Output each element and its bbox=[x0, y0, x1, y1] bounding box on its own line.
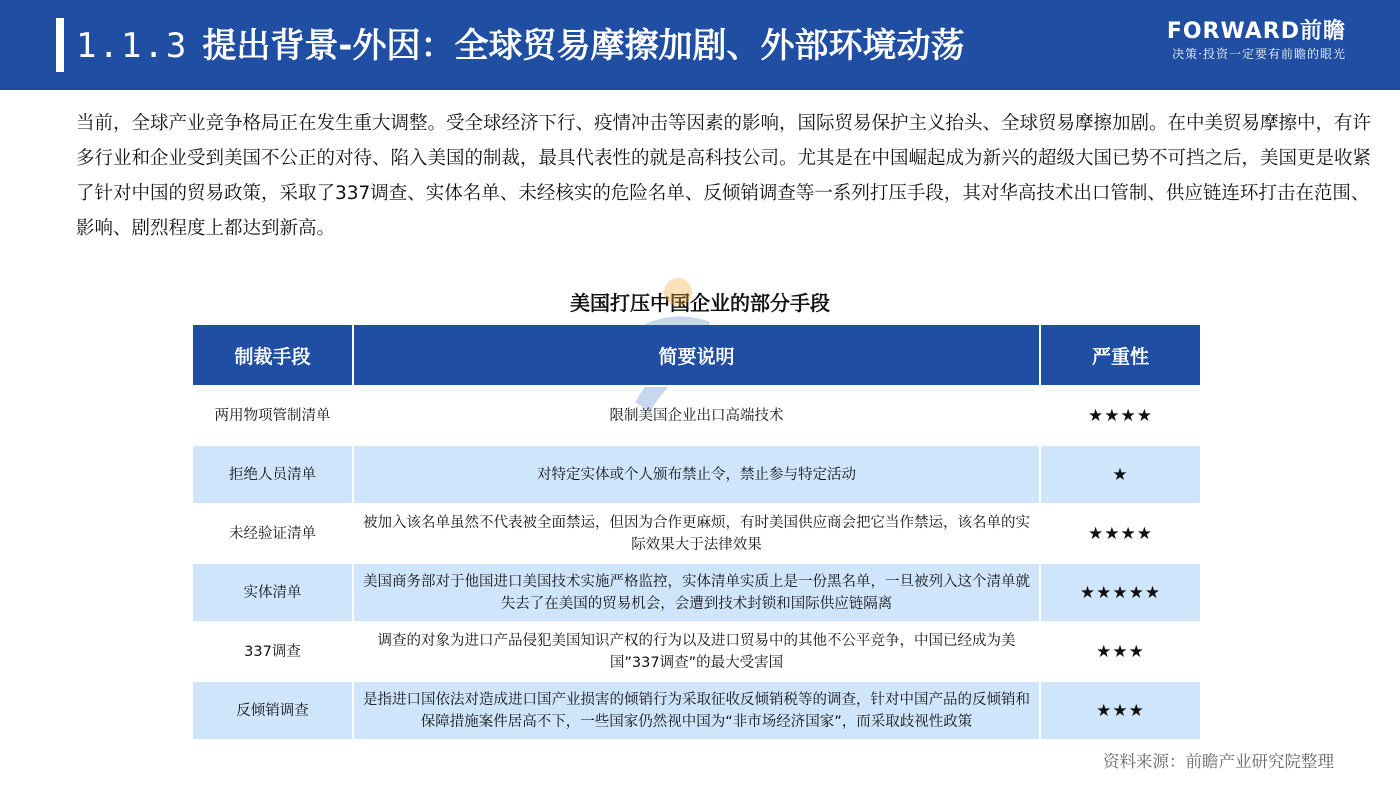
logo-text: FORWARD前瞻 bbox=[1166, 19, 1346, 44]
measure-cell: 实体清单 bbox=[193, 563, 353, 622]
measure-cell: 未经验证清单 bbox=[193, 504, 353, 563]
measure-cell: 反倾销调查 bbox=[193, 681, 353, 739]
table-row bbox=[193, 386, 1200, 445]
severity-cell: ★★★ bbox=[1040, 681, 1200, 739]
severity-cell: ★★★★★ bbox=[1040, 563, 1200, 622]
source-note: 资料来源：前瞻产业研究院整理 bbox=[1103, 752, 1334, 771]
description-cell: 调查的对象为进口产品侵犯美国知识产权的行为以及进口贸易中的其他不公平竞争，中国已经成为美国”337调查”的最大受害国 bbox=[353, 622, 1040, 681]
sanctions-table bbox=[193, 325, 1200, 739]
table-title: 美国打压中国企业的部分手段 bbox=[570, 291, 830, 315]
section-number: 1.1.3 bbox=[76, 26, 189, 66]
table-row bbox=[193, 563, 1200, 622]
intro-paragraph: 当前，全球产业竞争格局正在发生重大调整。受全球经济下行、疫情冲击等因素的影响，国际贸易保护主义抬头、全球贸易摩擦加剧。在中美贸易摩擦中，有许多行业和企业受到美国不公正的对待、陷入美国的制裁，最具代表性的就是高科技公司。尤其是在中国崛起成为新兴的超级大国已势不可挡之后，美国更是收紧了针对中国的贸易政策，采取了337调查、实体名单、未经核实的危险名单、反倾销调查等一系列打压手段，其对华高技术出口管制、供应链连环打击在范围、影响、剧烈程度上都达到新高。 bbox=[76, 113, 1372, 239]
header-severity: 严重性 bbox=[1040, 325, 1200, 386]
severity-cell: ★ bbox=[1040, 445, 1200, 504]
table-row bbox=[193, 445, 1200, 504]
header-description: 简要说明 bbox=[353, 325, 1040, 386]
severity-cell: ★★★★ bbox=[1040, 386, 1200, 445]
title-text: 提出背景-外因：全球贸易摩擦加剧、外部环境动荡 bbox=[202, 26, 965, 66]
brand-logo bbox=[1146, 18, 1346, 62]
table-header-row bbox=[193, 325, 1200, 386]
description-cell: 美国商务部对于他国进口美国技术实施严格监控，实体清单实质上是一份黑名单，一旦被列入这个清单就失去了在美国的贸易机会，会遭到技术封锁和国际供应链隔离 bbox=[353, 563, 1040, 622]
description-cell: 对特定实体或个人颁布禁止令，禁止参与特定活动 bbox=[353, 445, 1040, 504]
header-measure: 制裁手段 bbox=[193, 325, 353, 386]
header-bar bbox=[0, 0, 1400, 90]
severity-cell: ★★★★ bbox=[1040, 504, 1200, 563]
table-row bbox=[193, 622, 1200, 681]
measure-cell: 两用物项管制清单 bbox=[193, 386, 353, 445]
severity-cell: ★★★ bbox=[1040, 622, 1200, 681]
description-cell: 是指进口国依法对造成进口国产业损害的倾销行为采取征收反倾销税等的调查，针对中国产品的反倾销和保障措施案件居高不下，一些国家仍然视中国为“非市场经济国家”，而采取歧视性政策 bbox=[353, 681, 1040, 739]
description-cell: 限制美国企业出口高端技术 bbox=[353, 386, 1040, 445]
page-title bbox=[76, 22, 964, 70]
measure-cell: 337调查 bbox=[193, 622, 353, 681]
logo-tagline: 决策·投资一定要有前瞻的眼光 bbox=[1172, 47, 1346, 61]
header-accent-bar bbox=[56, 18, 64, 72]
table-row bbox=[193, 504, 1200, 563]
measure-cell: 拒绝人员清单 bbox=[193, 445, 353, 504]
description-cell: 被加入该名单虽然不代表被全面禁运，但因为合作更麻烦，有时美国供应商会把它当作禁运，该名单的实际效果大于法律效果 bbox=[353, 504, 1040, 563]
table-row bbox=[193, 681, 1200, 739]
